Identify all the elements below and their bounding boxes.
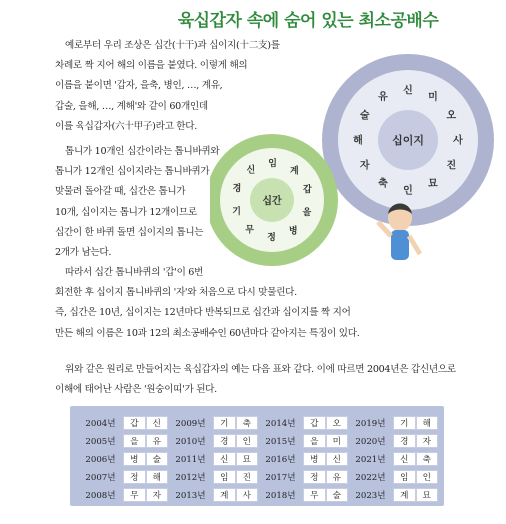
year-cell: 2023년 xyxy=(348,488,393,502)
text-line: 예로부터 우리 조상은 십간(十干)과 십이지(十二支)를 xyxy=(65,40,280,51)
year-cell: 2008년 xyxy=(78,488,123,502)
text-line: 위와 같은 원리로 만들어지는 육십갑자의 예는 다음 표와 같다. 이에 따르면 2004년은 갑신년으로 xyxy=(65,364,456,375)
gear-tooth-label: 경 xyxy=(232,184,242,194)
large-gear-center-label: 십이지 xyxy=(392,134,424,147)
gear-tooth-label: 갑 xyxy=(303,185,312,196)
ganji-cell: 해 xyxy=(146,470,169,484)
ganji-cell: 경 xyxy=(213,434,236,448)
gear-tooth-label: 진 xyxy=(446,160,457,172)
gear-tooth-label: 해 xyxy=(353,135,363,147)
year-cell: 2019년 xyxy=(348,416,393,430)
gear-tooth-label: 기 xyxy=(232,206,241,217)
text-line: 이름을 붙이면 '갑자, 을축, 병인, …, 계유, xyxy=(55,80,223,92)
ganji-cell: 묘 xyxy=(236,452,259,466)
text-line: 맞물려 돌아갈 때, 십간은 톱니가 xyxy=(55,186,186,198)
gear-tooth-label: 신 xyxy=(246,165,256,176)
text-line: 갑술, 을해, …, 계해'와 같이 60개인데 xyxy=(55,100,208,112)
ganji-cell: 진 xyxy=(236,470,259,484)
year-cell: 2006년 xyxy=(78,452,123,466)
gears-illustration xyxy=(210,30,506,270)
gear-tooth-label: 인 xyxy=(403,185,413,197)
gear-tooth-label: 자 xyxy=(359,160,370,172)
paragraph-table-intro xyxy=(55,360,475,400)
gear-tooth-label: 미 xyxy=(428,92,438,103)
ganji-cell: 유 xyxy=(326,470,349,484)
year-cell: 2017년 xyxy=(258,470,303,484)
ganji-cell: 신 xyxy=(213,452,236,466)
ganji-cell: 신 xyxy=(326,452,349,466)
ganji-cell: 미 xyxy=(326,434,349,448)
ganji-cell: 정 xyxy=(303,470,326,484)
twelve-branch-gear xyxy=(322,54,494,226)
ganji-cell: 계 xyxy=(393,488,416,502)
text-line: 이를 육십갑자(六十甲子)라고 한다. xyxy=(55,120,197,132)
year-cell: 2004년 xyxy=(78,416,123,430)
gear-tooth-label: 병 xyxy=(288,226,298,237)
ganji-cell: 무 xyxy=(303,488,326,502)
gear-tooth-label: 술 xyxy=(359,110,370,122)
year-cell: 2021년 xyxy=(348,452,393,466)
gear-tooth-label: 묘 xyxy=(428,178,438,190)
ganji-cell: 술 xyxy=(326,488,349,502)
gear-tooth-label: 무 xyxy=(245,225,255,236)
year-cell: 2016년 xyxy=(258,452,303,466)
small-gear-center-label: 십간 xyxy=(262,196,282,207)
year-cell: 2013년 xyxy=(168,488,213,502)
year-cell: 2014년 xyxy=(258,416,303,430)
ganji-cell: 병 xyxy=(123,452,146,466)
year-cell: 2011년 xyxy=(168,452,213,466)
year-cell: 2018년 xyxy=(258,488,303,502)
ganji-cell: 계 xyxy=(213,488,236,502)
ganji-cell: 묘 xyxy=(416,488,439,502)
ganji-cell: 신 xyxy=(393,452,416,466)
gear-tooth-label: 정 xyxy=(267,233,276,243)
ganji-cell: 무 xyxy=(123,488,146,502)
year-cell: 2007년 xyxy=(78,470,123,484)
gear-tooth-label: 을 xyxy=(302,208,312,218)
ganji-cell: 을 xyxy=(123,434,146,448)
ganji-cell: 유 xyxy=(146,434,169,448)
ganji-cell: 해 xyxy=(416,416,439,430)
sexagenary-table xyxy=(78,412,438,506)
gear-tooth-label: 오 xyxy=(446,110,457,122)
text-line: 십간이 한 바퀴 돌면 십이지의 톱니는 xyxy=(55,226,204,238)
text-line: 따라서 십간 톱니바퀴의 '갑'이 6번 xyxy=(65,267,204,278)
ganji-cell: 사 xyxy=(236,488,259,502)
page-title: 육십갑자 속에 숨어 있는 최소공배수 xyxy=(177,11,439,31)
ganji-cell: 갑 xyxy=(123,416,146,430)
gear-tooth-label: 계 xyxy=(289,166,299,177)
text-line: 2개가 남는다. xyxy=(55,247,112,259)
text-line: 10개, 십이지는 톱니가 12개이므로 xyxy=(55,206,197,218)
text-line: 즉, 십간은 10년, 십이지는 12년마다 반복되므로 십간과 십이지를 짝 지어 xyxy=(55,307,351,319)
ganji-cell: 자 xyxy=(146,488,169,502)
ganji-cell: 임 xyxy=(213,470,236,484)
text-line: 만든 해의 이름은 10과 12의 최소공배수인 60년마다 같아지는 특징이 있다. xyxy=(55,327,360,339)
year-cell: 2022년 xyxy=(348,470,393,484)
table-row xyxy=(78,452,438,466)
ganji-cell: 경 xyxy=(393,434,416,448)
year-cell: 2005년 xyxy=(78,434,123,448)
ganji-cell: 축 xyxy=(416,452,439,466)
table-row xyxy=(78,434,438,448)
gear-tooth-label: 신 xyxy=(403,85,413,97)
text-line: 톱니가 10개인 십간이라는 톱니바퀴와 xyxy=(65,146,220,157)
year-cell: 2009년 xyxy=(168,416,213,430)
ten-stem-gear xyxy=(210,134,338,266)
gear-tooth-label: 유 xyxy=(378,92,388,103)
text-line: 이해에 태어난 사람은 '원숭이띠'가 된다. xyxy=(55,384,217,396)
year-cell: 2010년 xyxy=(168,434,213,448)
ganji-cell: 병 xyxy=(303,452,326,466)
ganji-cell: 갑 xyxy=(303,416,326,430)
table-row xyxy=(78,416,438,430)
ganji-cell: 오 xyxy=(326,416,349,430)
ganji-cell: 인 xyxy=(236,434,259,448)
ganji-cell: 자 xyxy=(416,434,439,448)
ganji-cell: 신 xyxy=(146,416,169,430)
year-cell: 2015년 xyxy=(258,434,303,448)
table-row xyxy=(78,488,438,502)
gear-tooth-label: 임 xyxy=(268,159,277,169)
paragraph-conclusion xyxy=(55,263,475,344)
ganji-cell: 정 xyxy=(123,470,146,484)
table-row xyxy=(78,470,438,484)
ganji-cell: 축 xyxy=(236,416,259,430)
gear-tooth-label: 사 xyxy=(453,135,463,147)
ganji-cell: 기 xyxy=(393,416,416,430)
text-line: 차례로 짝 지어 해의 이름을 붙였다. 이렇게 해의 xyxy=(55,60,248,72)
text-line: 회전한 후 십이지 톱니바퀴의 '자'와 처음으로 다시 맞물린다. xyxy=(55,287,297,299)
year-cell: 2012년 xyxy=(168,470,213,484)
text-line: 톱니가 12개인 십이지라는 톱니바퀴가 xyxy=(55,166,210,178)
year-cell: 2020년 xyxy=(348,434,393,448)
gear-tooth-label: 축 xyxy=(378,178,388,190)
ganji-cell: 기 xyxy=(213,416,236,430)
ganji-cell: 인 xyxy=(416,470,439,484)
ganji-cell: 을 xyxy=(303,434,326,448)
ganji-cell: 술 xyxy=(146,452,169,466)
ganji-cell: 임 xyxy=(393,470,416,484)
